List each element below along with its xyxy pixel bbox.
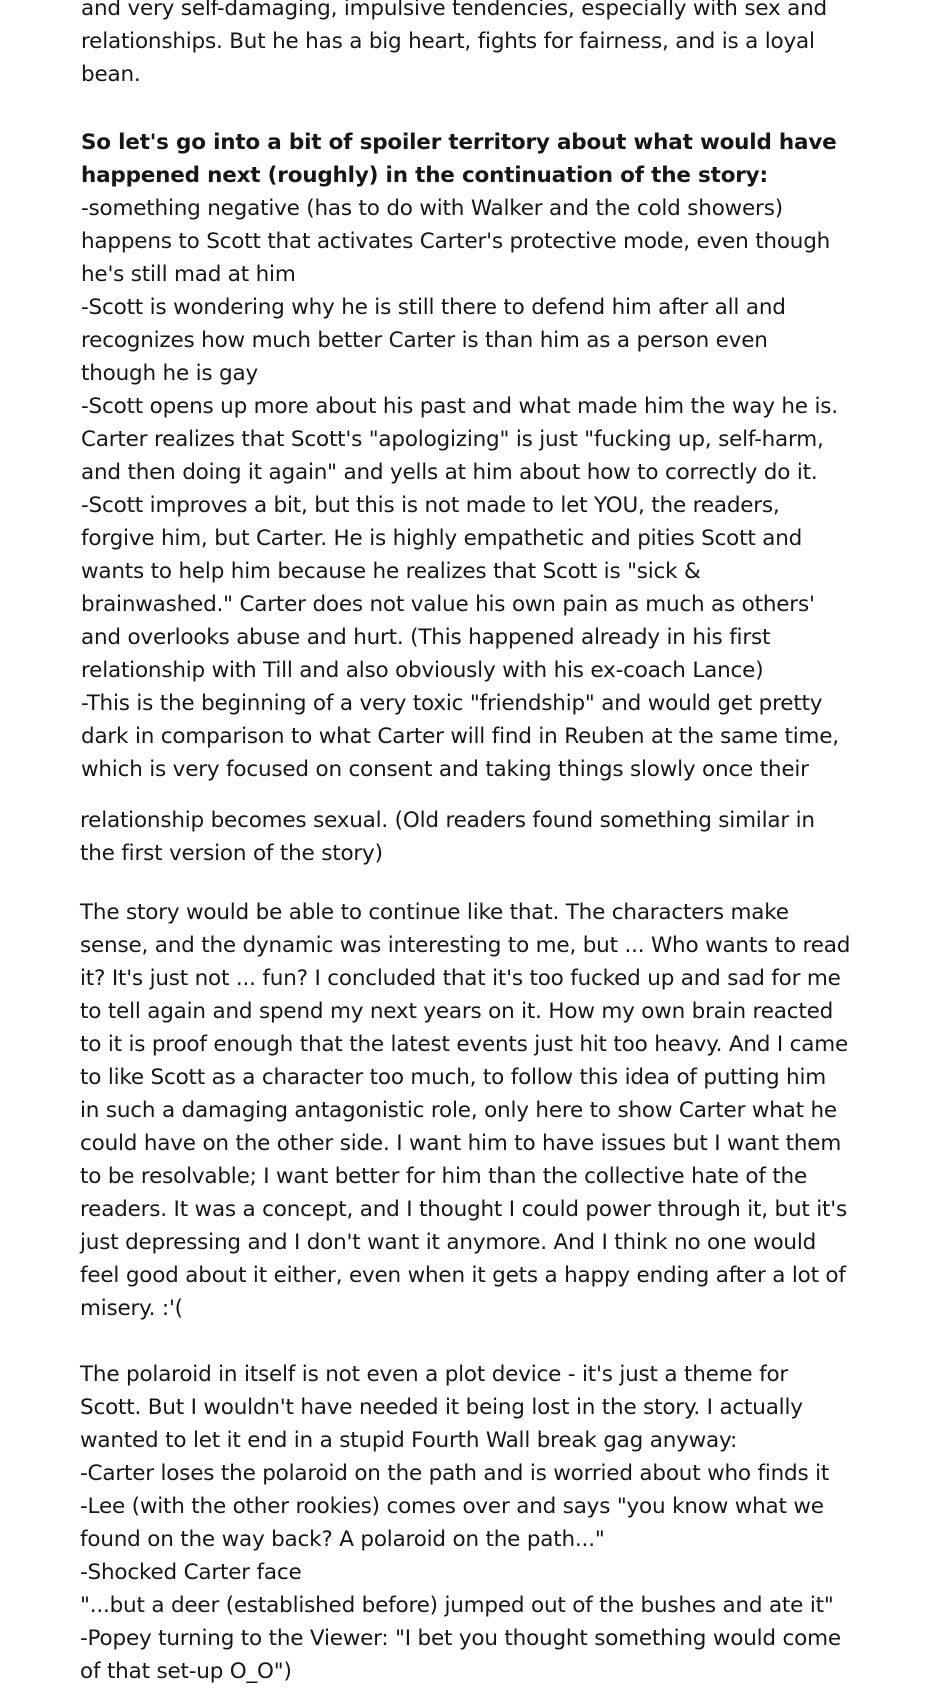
list-item-continuation: wants to help him because he realizes that Scott is "sick & [81, 559, 701, 584]
heading-line: happened next (roughly) in the continuation of the story: [81, 163, 768, 188]
text-line: readers. It was a concept, and I thought I could power through it, but it's [80, 1197, 847, 1222]
intro-paragraph [81, 0, 881, 91]
list-item-continuation: dark in comparison to what Carter will find in Reuben at the same time, [81, 724, 839, 749]
text-line: sense, and the dynamic was interesting to me, but ... Who wants to read [80, 933, 851, 958]
list-item: "...but a deer (established before) jumped out of the bushes and ate it" [80, 1593, 834, 1618]
heading-line: So let's go into a bit of spoiler territory about what would have [81, 130, 837, 155]
spoiler-list [81, 192, 881, 786]
list-item: -Shocked Carter face [80, 1560, 302, 1585]
list-item-continuation: of that set-up O_O") [80, 1659, 292, 1684]
list-item-continuation: the first version of the story) [80, 841, 383, 866]
text-line: and very self-damaging, impulsive tendencies, especially with sex and [81, 0, 827, 21]
text-line: just depressing and I don't want it anymore. And I think no one would [80, 1230, 817, 1255]
text-line: wanted to let it end in a stupid Fourth Wall break gag anyway: [80, 1428, 738, 1453]
text-line: to like Scott as a character too much, to follow this idea of putting him [80, 1065, 826, 1090]
spoiler-heading [81, 126, 881, 192]
list-item-continuation: and then doing it again" and yells at him about how to correctly do it. [81, 460, 818, 485]
list-item-continuation: he's still mad at him [81, 262, 296, 287]
list-item: -Lee (with the other rookies) comes over and says "you know what we [80, 1494, 824, 1519]
text-line: misery. :'( [80, 1296, 183, 1321]
list-item-continuation: Carter realizes that Scott's "apologizing" is just "fucking up, self-harm, [81, 427, 824, 452]
text-line: The polaroid in itself is not even a plot device - it's just a theme for [80, 1362, 789, 1387]
list-item: -Scott opens up more about his past and what made him the way he is. [81, 394, 838, 419]
list-item: -something negative (has to do with Walker and the cold showers) [81, 196, 783, 221]
text-line: bean. [81, 62, 141, 87]
text-line: The story would be able to continue like that. The characters make [80, 900, 789, 925]
list-item-continuation: forgive him, but Carter. He is highly empathetic and pities Scott and [81, 526, 803, 551]
text-line: to be resolvable; I want better for him than the collective hate of the [80, 1164, 808, 1189]
list-item-continuation: relationship becomes sexual. (Old readers found something similar in [80, 808, 815, 833]
text-line: to tell again and spend my next years on it. How my own brain reacted [80, 999, 834, 1024]
list-item-continuation: brainwashed." Carter does not value his own pain as much as others' [81, 592, 815, 617]
text-line: feel good about it either, even when it gets a happy ending after a lot of [80, 1263, 846, 1288]
list-item-continuation: though he is gay [81, 361, 258, 386]
list-item-continuation: and overlooks abuse and hurt. (This happened already in his first [81, 625, 771, 650]
text-line: could have on the other side. I want him to have issues but I want them [80, 1131, 842, 1156]
list-item-continuation: found on the way back? A polaroid on the path..." [80, 1527, 605, 1552]
list-item-continuation: which is very focused on consent and taking things slowly once their [81, 757, 809, 782]
text-line: to it is proof enough that the latest events just hit too heavy. And I came [80, 1032, 849, 1057]
text-line: Scott. But I wouldn't have needed it being lost in the story. I actually [80, 1395, 803, 1420]
list-item: -This is the beginning of a very toxic "friendship" and would get pretty [81, 691, 823, 716]
text-line: relationships. But he has a big heart, fights for fairness, and is a loyal [81, 29, 815, 54]
list-item: -Scott is wondering why he is still there to defend him after all and [81, 295, 786, 320]
list-item: -Popey turning to the Viewer: "I bet you thought something would come [80, 1626, 841, 1651]
text-line: it? It's just not ... fun? I concluded that it's too fucked up and sad for me [80, 966, 841, 991]
list-item: -Carter loses the polaroid on the path and is worried about who finds it [80, 1461, 830, 1486]
spoiler-list-continued [80, 804, 880, 870]
continuation-paragraph [80, 896, 880, 1325]
list-item: -Scott improves a bit, but this is not made to let YOU, the readers, [81, 493, 780, 518]
text-line: in such a damaging antagonistic role, only here to show Carter what he [80, 1098, 837, 1123]
list-item-continuation: relationship with Till and also obviously with his ex-coach Lance) [81, 658, 764, 683]
polaroid-paragraph [80, 1358, 880, 1688]
list-item-continuation: recognizes how much better Carter is than him as a person even [81, 328, 768, 353]
list-item-continuation: happens to Scott that activates Carter's protective mode, even though [81, 229, 831, 254]
